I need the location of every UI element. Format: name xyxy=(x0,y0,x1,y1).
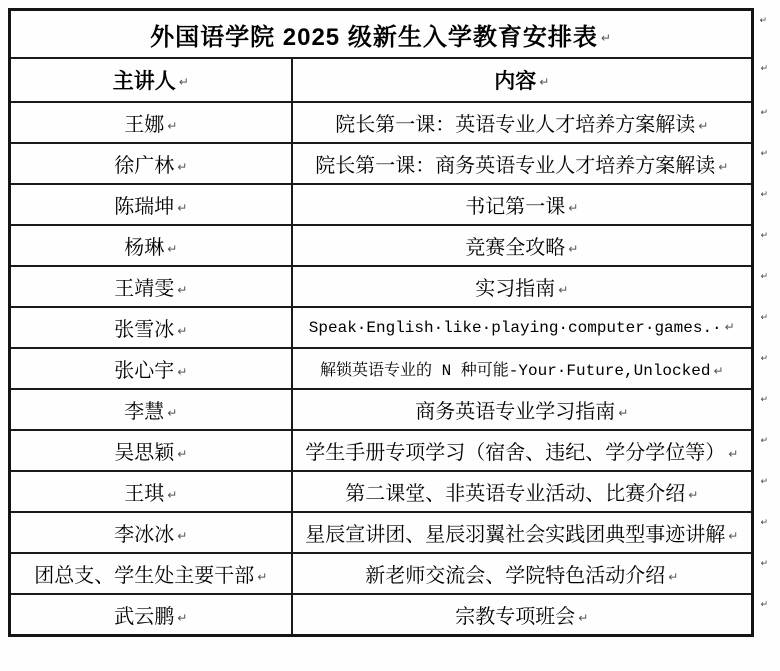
speaker-text: 张雪冰 xyxy=(114,319,175,341)
table-row xyxy=(10,225,753,266)
paragraph-mark-icon: ↵ xyxy=(618,405,629,420)
header-speaker-label: 主讲人 xyxy=(112,70,176,93)
table-row xyxy=(10,471,753,512)
paragraph-mark-icon: ↵ xyxy=(728,528,739,543)
content-cell xyxy=(292,143,768,184)
paragraph-mark-icon: ↵ xyxy=(257,569,268,584)
content-cell xyxy=(292,348,768,389)
content-text: 新老师交流会、学院特色活动介绍 xyxy=(365,565,666,587)
speaker-cell xyxy=(10,266,292,307)
content-text: 竞赛全攻略 xyxy=(465,237,566,259)
content-text: 书记第一课 xyxy=(465,196,566,218)
paragraph-mark-icon: ↵ xyxy=(600,31,612,46)
row-end-mark-icon: ↵ xyxy=(760,436,768,446)
content-text: 商务英语专业学习指南 xyxy=(415,401,616,423)
speaker-cell xyxy=(10,102,292,143)
paragraph-mark-icon: ↵ xyxy=(698,118,709,133)
row-end-mark-icon: ↵ xyxy=(760,272,768,282)
schedule-table xyxy=(8,8,768,637)
speaker-text: 张心宇 xyxy=(114,360,175,382)
speaker-cell xyxy=(10,184,292,225)
speaker-cell xyxy=(10,389,292,430)
header-speaker-cell xyxy=(10,58,292,102)
row-end-mark-icon: ↵ xyxy=(760,64,768,74)
row-end-mark-icon: ↵ xyxy=(760,190,768,200)
table-row xyxy=(10,102,753,143)
speaker-cell xyxy=(10,143,292,184)
speaker-text: 团总支、学生处主要干部 xyxy=(34,565,255,587)
paragraph-mark-icon: ↵ xyxy=(568,241,579,256)
content-cell xyxy=(292,553,768,594)
title-row xyxy=(10,10,753,59)
header-content-cell xyxy=(292,58,768,102)
paragraph-mark-icon: ↵ xyxy=(539,75,550,90)
content-text: 学生手册专项学习（宿舍、违纪、学分学位等） xyxy=(305,442,726,464)
row-end-mark-icon: ↵ xyxy=(760,559,768,569)
row-end-mark-icon: ↵ xyxy=(759,16,768,26)
paragraph-mark-icon: ↵ xyxy=(177,446,188,461)
row-end-mark-icon: ↵ xyxy=(760,149,768,159)
content-text: 实习指南 xyxy=(475,278,556,300)
paragraph-mark-icon: ↵ xyxy=(177,159,188,174)
paragraph-mark-icon: ↵ xyxy=(177,610,188,625)
speaker-text: 徐广林 xyxy=(114,155,175,177)
content-cell xyxy=(292,512,768,553)
paragraph-mark-icon: ↵ xyxy=(724,320,735,335)
table-row xyxy=(10,307,753,348)
paragraph-mark-icon: ↵ xyxy=(167,487,178,502)
content-cell xyxy=(292,266,768,307)
speaker-cell xyxy=(10,348,292,389)
speaker-cell xyxy=(10,430,292,471)
row-end-mark-icon: ↵ xyxy=(760,313,768,323)
content-cell xyxy=(292,389,768,430)
content-text: 解锁英语专业的 N 种可能-Your·Future,Unlocked xyxy=(319,362,711,380)
content-text: 第二课堂、非英语专业活动、比赛介绍 xyxy=(345,483,686,505)
content-cell xyxy=(292,594,768,636)
content-text: 院长第一课：商务英语专业人才培养方案解读 xyxy=(315,155,716,177)
content-cell xyxy=(292,184,768,225)
paragraph-mark-icon: ↵ xyxy=(167,405,178,420)
paragraph-mark-icon: ↵ xyxy=(728,446,739,461)
table-row xyxy=(10,184,753,225)
content-cell xyxy=(292,225,768,266)
speaker-cell xyxy=(10,307,292,348)
content-cell xyxy=(292,430,768,471)
paragraph-mark-icon: ↵ xyxy=(713,363,724,378)
paragraph-mark-icon: ↵ xyxy=(688,487,699,502)
paragraph-mark-icon: ↵ xyxy=(177,323,188,338)
speaker-text: 武云鹏 xyxy=(114,606,175,628)
paragraph-mark-icon: ↵ xyxy=(167,118,178,133)
row-end-mark-icon: ↵ xyxy=(760,108,768,118)
content-text: 宗教专项班会 xyxy=(455,606,576,628)
table-row xyxy=(10,512,753,553)
speaker-cell xyxy=(10,594,292,636)
row-end-mark-icon: ↵ xyxy=(760,518,768,528)
speaker-cell xyxy=(10,553,292,594)
speaker-cell xyxy=(10,225,292,266)
paragraph-mark-icon: ↵ xyxy=(558,282,569,297)
header-row xyxy=(10,58,753,102)
table-row xyxy=(10,594,753,636)
row-end-mark-icon: ↵ xyxy=(760,395,768,405)
paragraph-mark-icon: ↵ xyxy=(167,241,178,256)
paragraph-mark-icon: ↵ xyxy=(718,159,729,174)
table-row xyxy=(10,430,753,471)
paragraph-mark-icon: ↵ xyxy=(177,364,188,379)
content-cell xyxy=(292,307,768,348)
paragraph-mark-icon: ↵ xyxy=(668,569,679,584)
paragraph-mark-icon: ↵ xyxy=(178,75,189,90)
paragraph-mark-icon: ↵ xyxy=(568,200,579,215)
speaker-text: 李冰冰 xyxy=(114,524,175,546)
table-row xyxy=(10,348,753,389)
content-text: 星辰宣讲团、星辰羽翼社会实践团典型事迹讲解 xyxy=(305,524,726,546)
content-text: 院长第一课：英语专业人才培养方案解读 xyxy=(335,114,696,136)
speaker-text: 陈瑞坤 xyxy=(114,196,175,218)
paragraph-mark-icon: ↵ xyxy=(177,282,188,297)
content-cell xyxy=(292,471,768,512)
paragraph-mark-icon: ↵ xyxy=(177,528,188,543)
row-end-mark-icon: ↵ xyxy=(760,477,768,487)
row-end-mark-icon: ↵ xyxy=(760,231,768,241)
speaker-text: 王琪 xyxy=(124,483,165,505)
header-content-label: 内容 xyxy=(494,70,537,93)
speaker-text: 李慧 xyxy=(124,401,165,423)
speaker-text: 王娜 xyxy=(124,114,165,136)
row-end-mark-icon: ↵ xyxy=(760,600,768,610)
speaker-text: 吴思颖 xyxy=(114,442,175,464)
table-row xyxy=(10,389,753,430)
paragraph-mark-icon: ↵ xyxy=(578,610,589,625)
table-row xyxy=(10,143,753,184)
row-end-mark-icon: ↵ xyxy=(760,354,768,364)
speaker-text: 杨琳 xyxy=(124,237,165,259)
paragraph-mark-icon: ↵ xyxy=(177,200,188,215)
table-row xyxy=(10,553,753,594)
speaker-cell xyxy=(10,471,292,512)
table-row xyxy=(10,266,753,307)
table-title-cell xyxy=(10,10,768,59)
speaker-cell xyxy=(10,512,292,553)
content-cell xyxy=(292,102,768,143)
table-title: 外国语学院 2025 级新生入学教育安排表 xyxy=(150,23,598,51)
speaker-text: 王靖雯 xyxy=(114,278,175,300)
content-text: Speak·English·like·playing·computer·games.· xyxy=(308,318,722,337)
